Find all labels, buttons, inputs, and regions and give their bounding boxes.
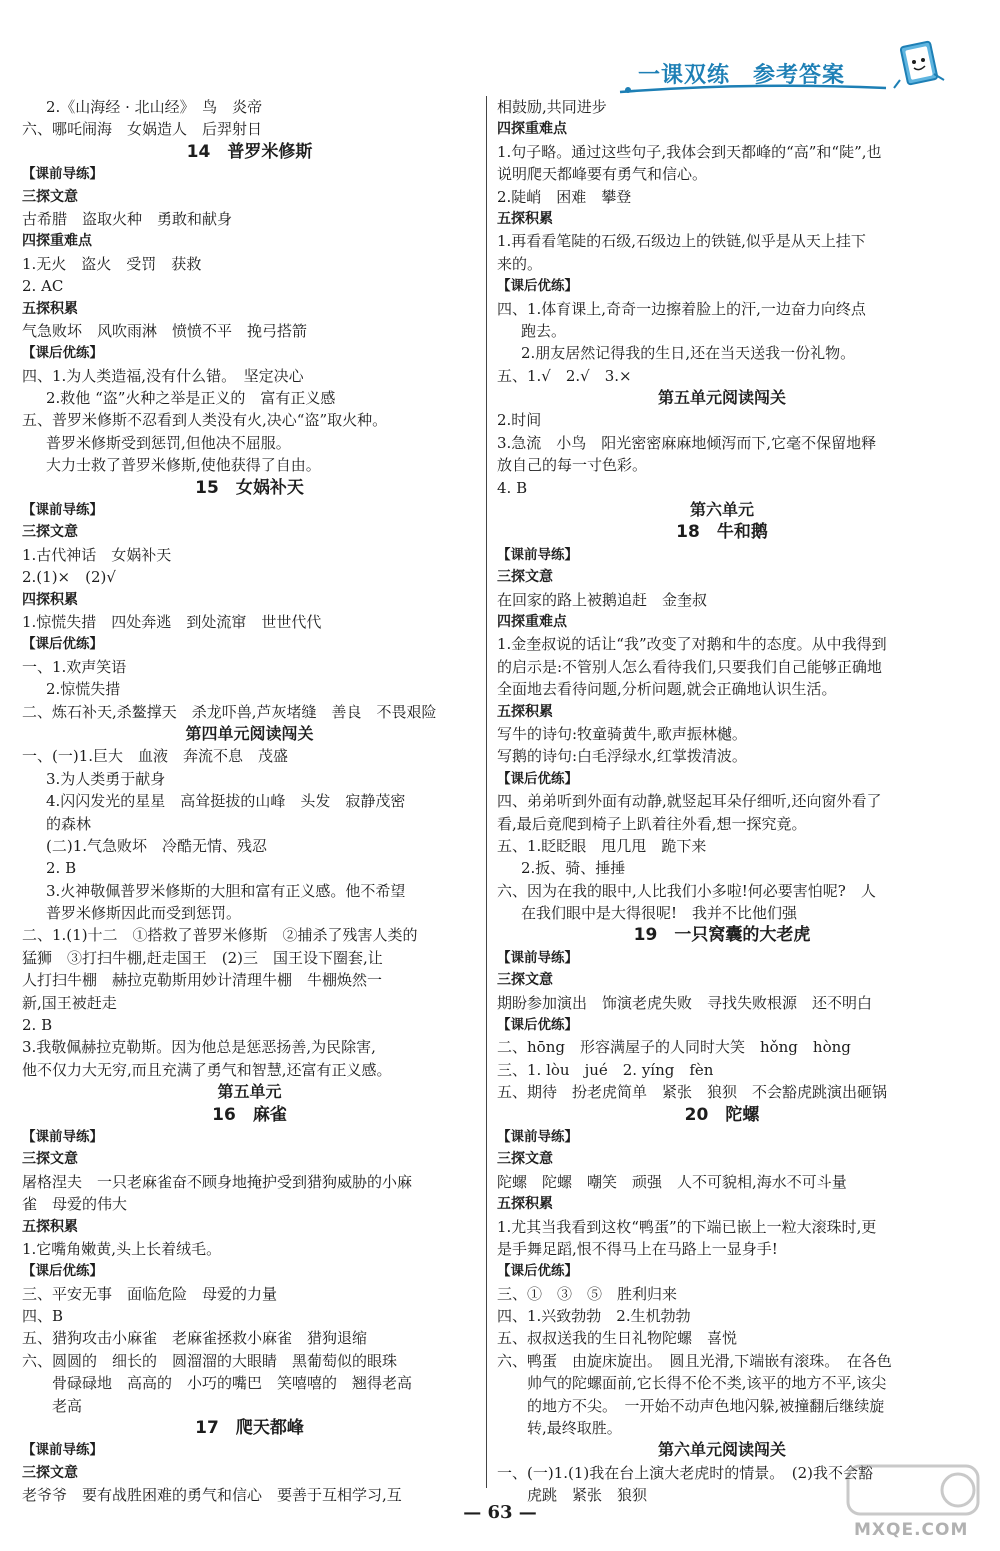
left-line: 2. AC <box>22 277 64 296</box>
left-line: 1.惊慌失措 四处奔逃 到处流窜 世世代代 <box>22 612 322 631</box>
left-line: 五探积累 <box>22 1218 78 1235</box>
left-line: 2. B <box>22 1016 53 1035</box>
right-line: 六、因为在我的眼中,人比我们小多啦!何必要害怕呢? 人 <box>497 881 876 900</box>
left-line: 四探积累 <box>22 591 78 608</box>
left-line: 四、1.为人类造福,没有什么错。 坚定决心 <box>22 366 304 385</box>
right-line: 19 一只窝囊的大老虎 <box>633 925 811 946</box>
right-line: 六、鸭蛋 由旋床旋出。 圆且光滑,下端嵌有滚珠。 在各色 <box>497 1351 892 1370</box>
right-line: 五探积累 <box>497 703 553 720</box>
left-line: 二、1.(1)十二 ①搭救了普罗米修斯 ②捕杀了残害人类的 <box>22 926 418 945</box>
left-line: 六、圆圆的 细长的 圆溜溜的大眼睛 黑葡萄似的眼珠 <box>22 1351 398 1370</box>
right-line: 的地方不尖。 一开始不动声色地闪躲,被撞翻后继续旋 <box>527 1396 885 1415</box>
right-line: 虎跳 紧张 狼狈 <box>527 1486 648 1505</box>
right-line: 五、期待 扮老虎简单 紧张 狼狈 不会豁虎跳演出砸锅 <box>497 1083 888 1102</box>
right-line: 【课后优练】 <box>497 770 578 787</box>
right-line: 转,最终取胜。 <box>527 1419 622 1438</box>
left-line: 五、猎狗攻击小麻雀 老麻雀拯救小麻雀 猎狗退缩 <box>22 1329 368 1348</box>
left-line: 一、1.欢声笑语 <box>22 657 127 676</box>
right-line: 三探文意 <box>497 972 553 989</box>
left-line: 猛狮 ③打扫牛棚,赶走国王 (2)三 国王设下圈套,让 <box>22 948 383 967</box>
right-line: 四探重难点 <box>497 613 567 630</box>
right-line: 18 牛和鹅 <box>676 522 768 543</box>
right-line: 1.再看看笔陡的石级,石级边上的铁链,似乎是从天上挂下 <box>497 232 866 251</box>
right-line: 【课后优练】 <box>497 1263 578 1280</box>
left-line: 屠格涅夫 一只老麻雀奋不顾身地掩护受到猎狗威胁的小麻 <box>22 1172 413 1191</box>
right-line: 说明爬天都峰要有勇气和信心。 <box>497 165 708 184</box>
right-line: 三探文意 <box>497 569 553 586</box>
left-line: (二)1.气急败坏 冷酷无情、残忍 <box>46 836 268 855</box>
left-line: 六、哪吒闹海 女娲造人 后羿射日 <box>22 120 263 139</box>
left-line: 他不仅力大无穷,而且充满了勇气和智慧,还富有正义感。 <box>22 1060 392 1079</box>
left-line: 四探重难点 <box>22 233 92 250</box>
answer-column-left <box>22 96 477 1507</box>
left-line: 【课后优练】 <box>22 1263 103 1280</box>
right-line: 【课前导练】 <box>497 546 578 563</box>
right-line: 五探积累 <box>497 1196 553 1213</box>
right-line: 3.急流 小鸟 阳光密密麻麻地倾泻而下,它毫不保留地释 <box>497 433 877 452</box>
right-line: 2.时间 <box>497 411 542 430</box>
right-line: 帅气的陀螺面前,它长得不伦不类,该平的地方不平,该尖 <box>527 1374 887 1393</box>
left-line: 15 女娲补天 <box>195 477 304 498</box>
right-line: 写牛的诗句:牧童骑黄牛,歌声振林樾。 <box>497 724 747 743</box>
left-line: 第四单元阅读闯关 <box>185 723 314 743</box>
left-line: 【课前导练】 <box>22 1442 103 1459</box>
right-line: 三、1. lòu jué 2. yíng fèn <box>497 1060 714 1079</box>
left-line: 3.为人类勇于献身 <box>46 769 166 788</box>
answer-column-right <box>497 96 947 1507</box>
right-line: 陀螺 陀螺 嘲笑 顽强 人不可貌相,海水不可斗量 <box>497 1172 847 1191</box>
left-line: 2.惊慌失措 <box>46 680 121 699</box>
right-line: 1.尤其当我看到这枚“鸭蛋”的下端已嵌上一粒大滚珠时,更 <box>497 1217 877 1236</box>
left-line: 三探文意 <box>22 524 78 541</box>
column-divider <box>486 96 487 1488</box>
right-line: 是手舞足蹈,恨不得马上在马路上一显身手! <box>497 1239 778 1258</box>
right-line: 一、(一)1.(1)我在台上演大老虎时的情景。 (2)我不会豁 <box>497 1463 874 1482</box>
right-line: 1.句子略。通过这些句子,我体会到天都峰的“高”和“陡”,也 <box>497 142 882 161</box>
left-line: 雀 母爱的伟大 <box>22 1195 128 1214</box>
right-line: 期盼参加演出 饰演老虎失败 寻找失败根源 还不明白 <box>497 993 873 1012</box>
watermark-text: MXQE.COM <box>854 1520 969 1540</box>
right-line: 第六单元 <box>689 500 754 520</box>
left-line: 第五单元 <box>217 1082 282 1102</box>
book-mascot-icon <box>890 34 948 94</box>
right-line: 的启示是:不管别人怎么看待我们,只要我们自己能够正确地 <box>497 657 882 676</box>
left-line: 五探积累 <box>22 300 78 317</box>
left-line: 四、B <box>22 1307 64 1326</box>
right-line: 2.陡峭 困难 攀登 <box>497 187 632 206</box>
right-line: 五、1.√ 2.√ 3.× <box>497 366 632 385</box>
right-line: 四、弟弟听到外面有动静,就竖起耳朵仔细听,还向窗外看了 <box>497 792 882 811</box>
left-line: 五、普罗米修斯不忍看到人类没有火,决心“盗”取火种。 <box>22 411 388 430</box>
left-line: 3.我敬佩赫拉克勒斯。因为他总是惩恶扬善,为民除害, <box>22 1038 376 1057</box>
left-line: 1.古代神话 女娲补天 <box>22 545 172 564</box>
right-line: 【课后优练】 <box>497 278 578 295</box>
left-line: 人打扫牛棚 赫拉克勒斯用妙计清理牛棚 牛棚焕然一 <box>22 971 383 990</box>
right-line: 五、叔叔送我的生日礼物陀螺 喜悦 <box>497 1329 738 1348</box>
left-line: 【课前导练】 <box>22 1128 103 1145</box>
right-line: 跑去。 <box>521 321 567 340</box>
left-line: 【课前导练】 <box>22 502 103 519</box>
right-line: 1.金奎叔说的话让“我”改变了对鹅和牛的态度。从中我得到 <box>497 635 887 654</box>
page-header <box>618 48 948 98</box>
left-line: 三探文意 <box>22 188 78 205</box>
left-line: 2.(1)× (2)√ <box>22 568 116 587</box>
left-line: 大力士救了普罗米修斯,使他获得了自由。 <box>46 456 321 475</box>
right-line: 二、hōng 形容满屋子的人同时大笑 hǒng hòng <box>497 1038 851 1057</box>
left-line: 老高 <box>52 1396 83 1415</box>
left-line: 气急败坏 风吹雨淋 愤愤不平 挽弓搭箭 <box>22 321 308 340</box>
left-line: 普罗米修斯受到惩罚,但他决不屈服。 <box>46 433 291 452</box>
right-line: 2.朋友居然记得我的生日,还在当天送我一份礼物。 <box>521 344 856 363</box>
left-line: 17 爬天都峰 <box>195 1418 304 1439</box>
right-line: 放自己的每一寸色彩。 <box>497 456 648 475</box>
right-line: 2.扳、骑、捶捶 <box>521 859 626 878</box>
right-line: 来的。 <box>497 254 543 273</box>
right-line: 看,最后竟爬到椅子上趴着往外看,想一探究竟。 <box>497 814 807 833</box>
right-line: 三探文意 <box>497 1151 553 1168</box>
header-title: 一课双练 参考答案 <box>638 63 846 88</box>
left-line: 普罗米修斯因此而受到惩罚。 <box>46 904 242 923</box>
right-line: 在我们眼中是大得很呢! 我并不比他们强 <box>521 904 798 923</box>
left-line: 二、炼石补天,杀鳌撑天 杀龙吓兽,芦灰堵缝 善良 不畏艰险 <box>22 702 437 721</box>
watermark <box>840 1460 990 1545</box>
left-line: 16 麻雀 <box>212 1104 287 1125</box>
left-line: 骨碌碌地 高高的 小巧的嘴巴 笑嘻嘻的 翘得老高 <box>52 1374 413 1393</box>
left-line: 1.无火 盗火 受罚 获救 <box>22 254 202 273</box>
right-line: 第五单元阅读闯关 <box>657 388 786 408</box>
left-line: 三探文意 <box>22 1151 78 1168</box>
right-line: 写鹅的诗句:白毛浮绿水,红掌拨清波。 <box>497 747 747 766</box>
right-line: 四、1.体育课上,奇奇一边擦着脸上的汗,一边奋力向终点 <box>497 299 866 318</box>
left-line: 古希腊 盗取火种 勇敢和献身 <box>22 209 233 228</box>
right-line: 在回家的路上被鹅追赶 金奎叔 <box>497 590 708 609</box>
left-line: 14 普罗米修斯 <box>186 141 313 162</box>
left-line: 【课前导练】 <box>22 166 103 183</box>
left-line: 新,国王被赶走 <box>22 993 117 1012</box>
left-line: 3.火神敬佩普罗米修斯的大胆和富有正义感。他不希望 <box>46 881 406 900</box>
right-line: 【课前导练】 <box>497 1128 578 1145</box>
left-line: 三探文意 <box>22 1464 78 1481</box>
watermark-logo-icon <box>840 1460 990 1520</box>
right-line: 【课后优练】 <box>497 1017 578 1034</box>
right-line: 全面地去看待问题,分析问题,就会正确地认识生活。 <box>497 680 837 699</box>
left-line: 一、(一)1.巨大 血液 奔流不息 茂盛 <box>22 747 289 766</box>
right-line: 第六单元阅读闯关 <box>657 1440 786 1460</box>
left-line: 4.闪闪发光的星星 高耸挺拔的山峰 头发 寂静茂密 <box>46 792 406 811</box>
right-line: 三、① ③ ⑤ 胜利归来 <box>497 1284 678 1303</box>
left-line: 【课后优练】 <box>22 636 103 653</box>
left-line: 2.救他 “盗”火种之举是正义的 富有正义感 <box>46 389 336 408</box>
left-line: 老爷爷 要有战胜困难的勇气和信心 要善于互相学习,互 <box>22 1486 402 1505</box>
right-line: 五探积累 <box>497 210 553 227</box>
left-line: 【课后优练】 <box>22 345 103 362</box>
right-line: 四探重难点 <box>497 121 567 138</box>
left-line: 2. B <box>46 859 77 878</box>
right-line: 20 陀螺 <box>684 1104 760 1125</box>
right-line: 五、1.眨眨眼 甩几甩 跪下来 <box>497 836 707 855</box>
page-number: — 63 — <box>463 1502 537 1523</box>
right-line: 【课前导练】 <box>497 949 578 966</box>
left-line: 三、平安无事 面临危险 母爱的力量 <box>22 1284 278 1303</box>
left-line: 的森林 <box>46 814 92 833</box>
left-line: 1.它嘴角嫩黄,头上长着绒毛。 <box>22 1239 222 1258</box>
left-line: 2.《山海经 · 北山经》 鸟 炎帝 <box>46 98 263 116</box>
right-line: 四、1.兴致勃勃 2.生机勃勃 <box>497 1307 691 1326</box>
right-line: 4. B <box>497 478 528 497</box>
right-line: 相鼓励,共同进步 <box>497 98 607 116</box>
